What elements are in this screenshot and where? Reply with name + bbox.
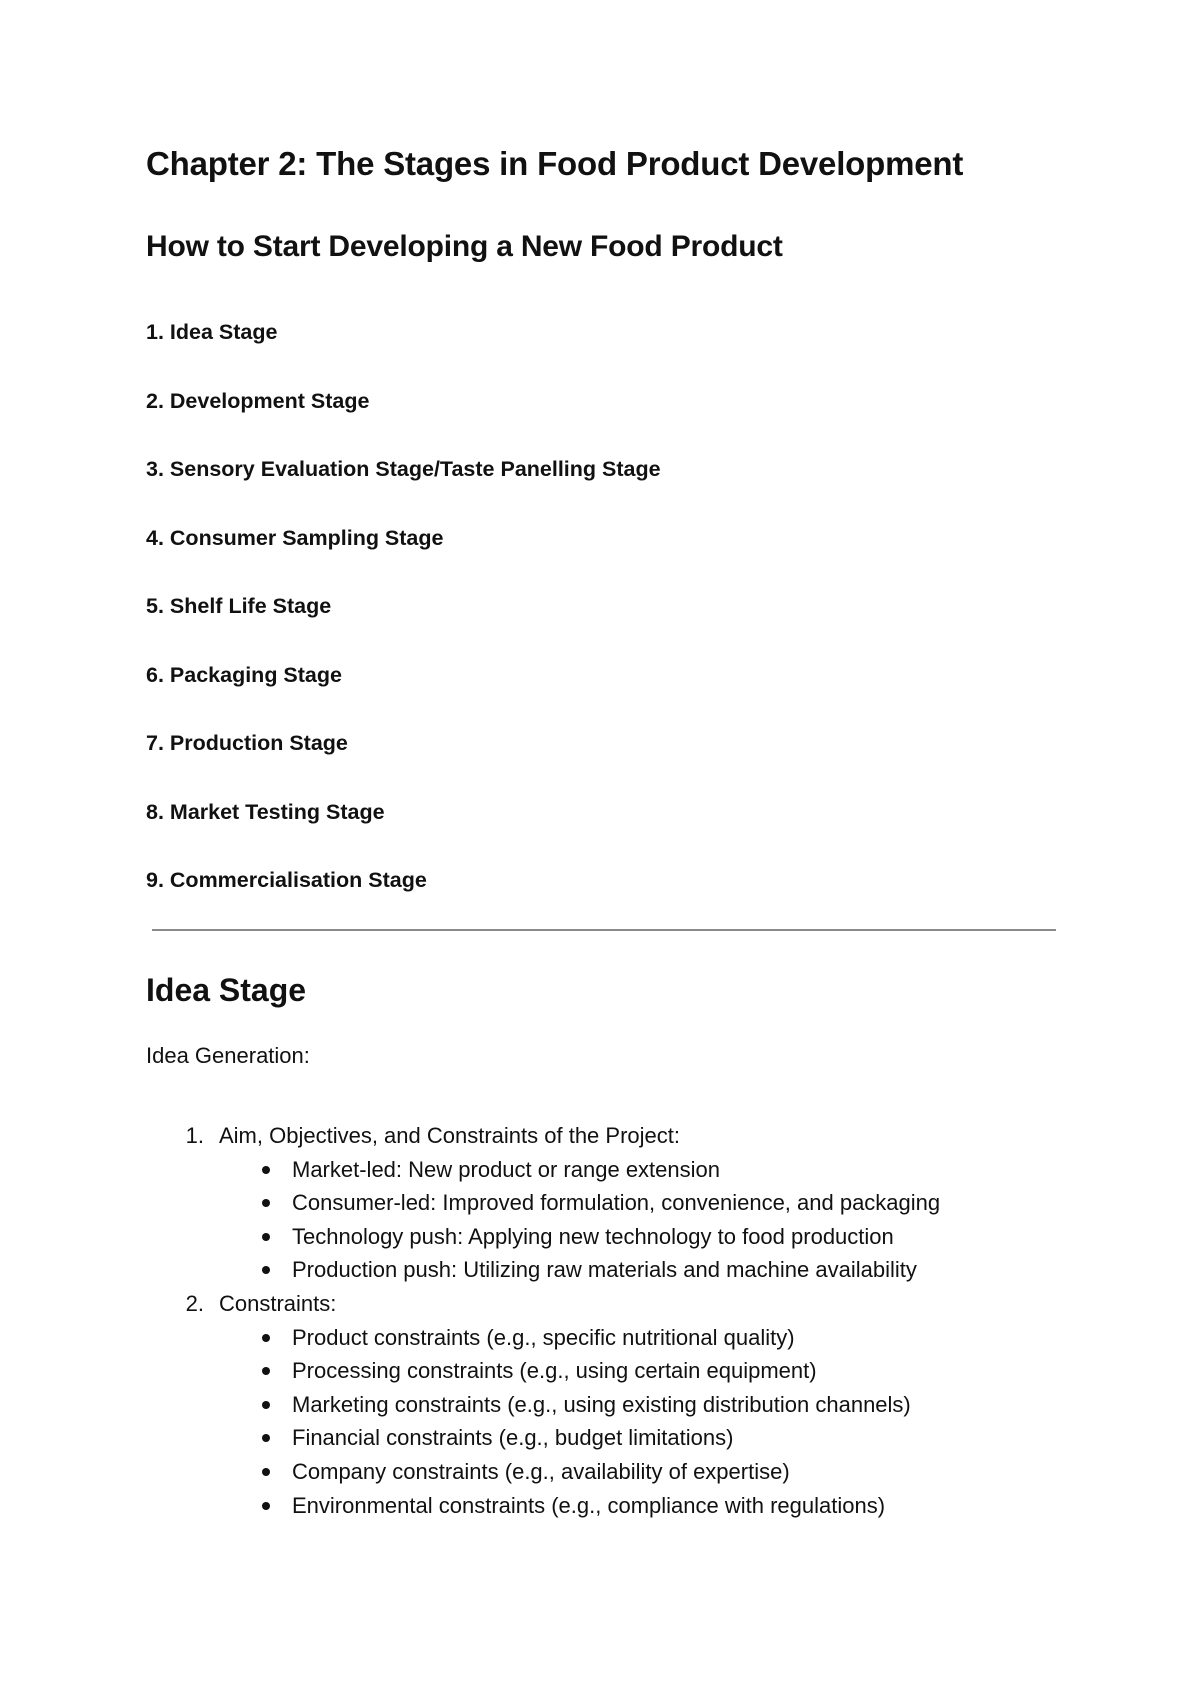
- bullet-icon: [262, 1233, 270, 1241]
- bullet-text: Product constraints (e.g., specific nutritional quality): [292, 1324, 795, 1350]
- outline-item-heading: [185, 1119, 940, 1153]
- bullet-text: Market-led: New product or range extension: [292, 1156, 720, 1182]
- bullet-text: Consumer-led: Improved formulation, convenience, and packaging: [292, 1190, 941, 1216]
- bullet-text: Processing constraints (e.g., using certain equipment): [292, 1358, 817, 1384]
- stage-item: 7. Production Stage: [146, 731, 348, 755]
- bullet-list: [219, 1321, 940, 1523]
- section-label: Idea Generation:: [146, 1043, 310, 1068]
- stage-item: 9. Commercialisation Stage: [146, 868, 427, 892]
- outline-item-number: 1.: [185, 1123, 204, 1148]
- stage-item: 1. Idea Stage: [146, 320, 278, 344]
- bullet-text: Financial constraints (e.g., budget limitations): [292, 1425, 734, 1451]
- idea-outline-list: [146, 1119, 940, 1522]
- bullet-item: [219, 1489, 940, 1523]
- page-title: Chapter 2: The Stages in Food Product Development: [146, 145, 964, 182]
- bullet-item: [219, 1354, 940, 1388]
- bullet-item: [219, 1253, 940, 1287]
- stage-item: 5. Shelf Life Stage: [146, 594, 332, 618]
- stage-item: 4. Consumer Sampling Stage: [146, 525, 444, 550]
- page-subtitle: How to Start Developing a New Food Product: [146, 230, 783, 263]
- bullet-item: [219, 1388, 940, 1422]
- bullet-icon: [262, 1334, 270, 1342]
- bullet-icon: [262, 1166, 270, 1174]
- bullet-icon: [262, 1266, 270, 1274]
- bullet-item: [219, 1153, 940, 1187]
- bullet-item: [219, 1455, 940, 1489]
- bullet-text: Company constraints (e.g., availability of expertise): [292, 1458, 790, 1484]
- bullet-item: [219, 1220, 940, 1254]
- bullet-icon: [262, 1502, 270, 1510]
- stage-item: 8. Market Testing Stage: [146, 799, 385, 824]
- bullet-icon: [262, 1434, 270, 1442]
- bullet-icon: [262, 1468, 270, 1476]
- horizontal-divider: [152, 929, 1056, 931]
- outline-item-number: 2.: [185, 1290, 204, 1316]
- stage-item: 2. Development Stage: [146, 388, 370, 413]
- bullet-item: [219, 1186, 940, 1220]
- bullet-text: Technology push: Applying new technology to food production: [292, 1223, 894, 1249]
- bullet-text: Marketing constraints (e.g., using existing distribution channels): [292, 1391, 911, 1417]
- outline-item-text: Aim, Objectives, and Constraints of the Project:: [219, 1123, 680, 1148]
- outline-item-text: Constraints:: [219, 1290, 337, 1316]
- bullet-icon: [262, 1367, 270, 1375]
- stage-item: 3. Sensory Evaluation Stage/Taste Panelling Stage: [146, 457, 661, 481]
- bullet-text: Environmental constraints (e.g., compliance with regulations): [292, 1492, 886, 1518]
- stage-item: 6. Packaging Stage: [146, 662, 342, 687]
- stage-list: [146, 319, 661, 936]
- bullet-icon: [262, 1401, 270, 1409]
- bullet-item: [219, 1421, 940, 1455]
- bullet-icon: [262, 1199, 270, 1207]
- bullet-list: [219, 1153, 940, 1287]
- outline-item-heading: [185, 1287, 940, 1321]
- bullet-item: [219, 1321, 940, 1355]
- section-heading: Idea Stage: [146, 972, 307, 1008]
- bullet-text: Production push: Utilizing raw materials and machine availability: [292, 1257, 917, 1283]
- outline-item: [146, 1287, 940, 1522]
- outline-item: [146, 1119, 940, 1287]
